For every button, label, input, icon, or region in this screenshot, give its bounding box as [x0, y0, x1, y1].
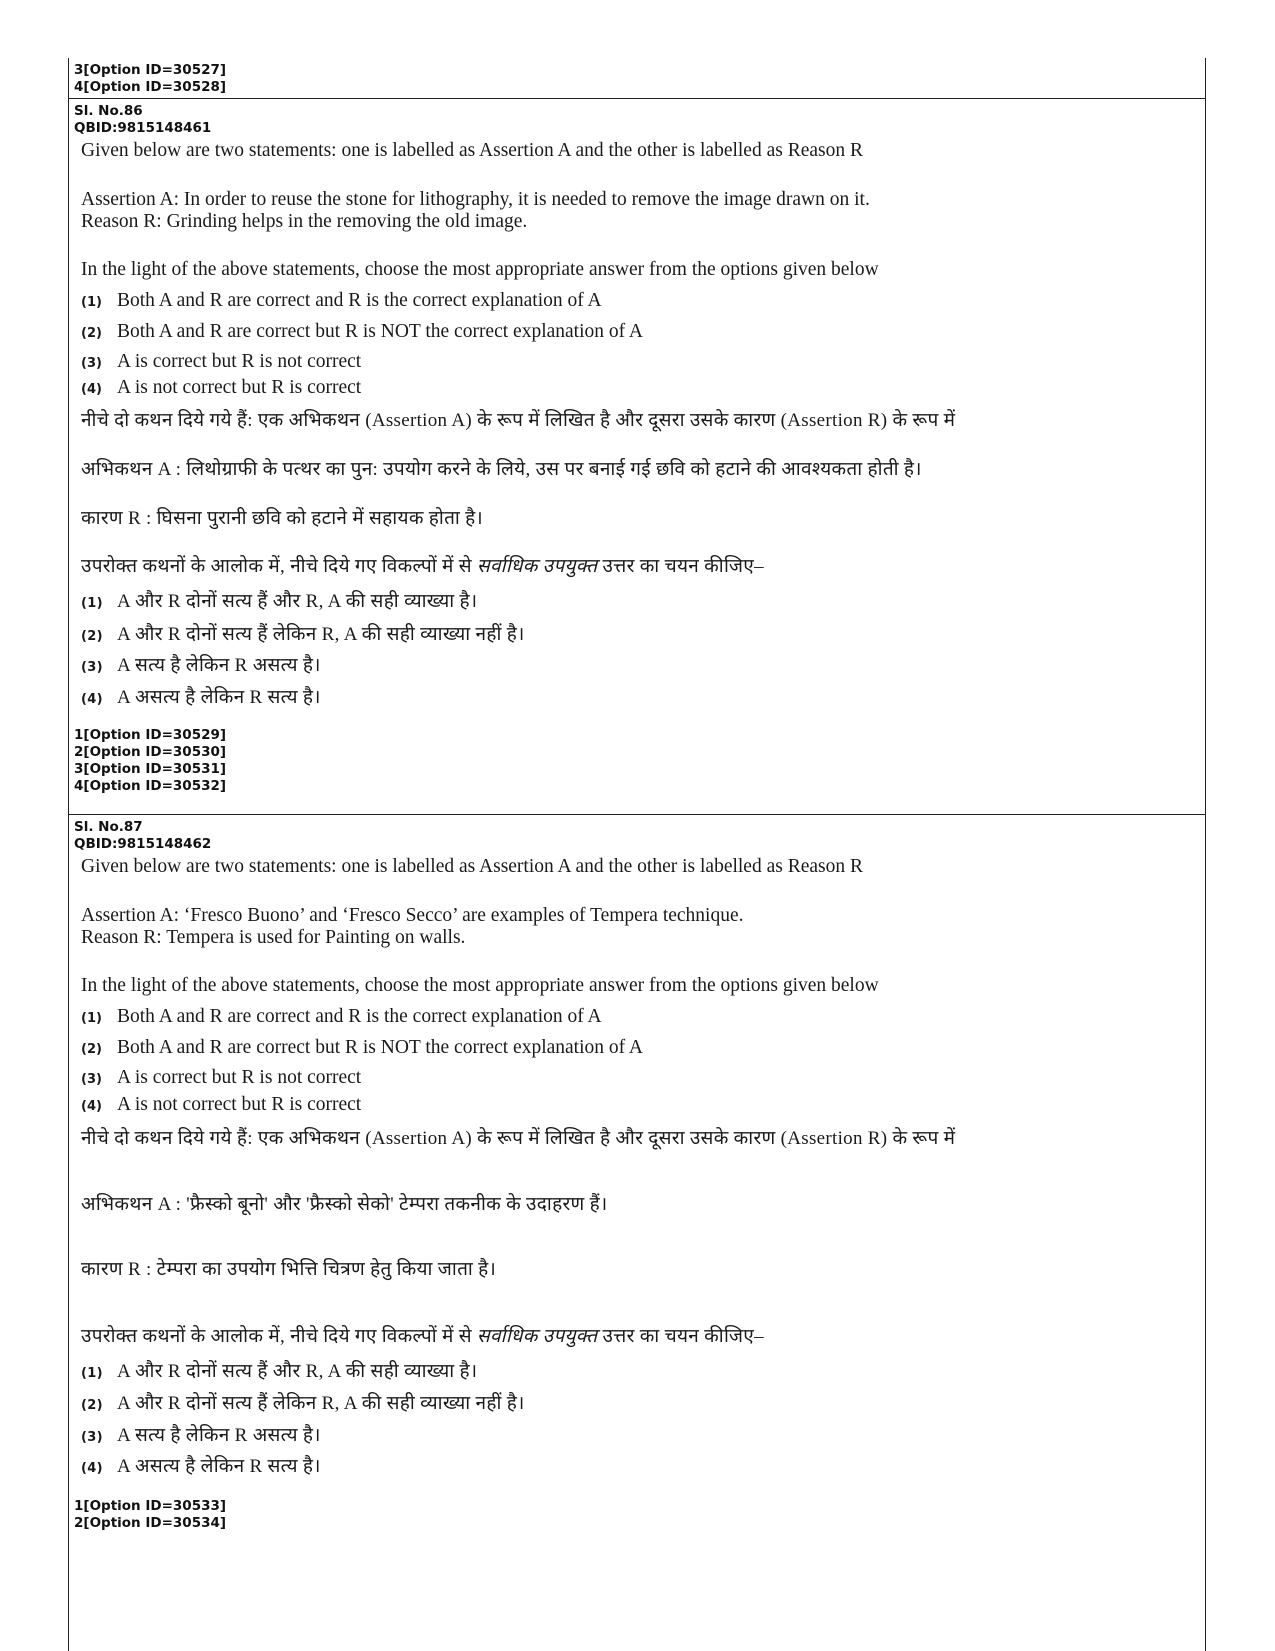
- q87-option-hi-2: (2) A और R दोनों सत्य हैं लेकिन R, A की सही व्याख्या नहीं है।: [81, 1393, 525, 1414]
- q87-instruction: In the light of the above statements, choose the most appropriate answer from the options given below: [81, 975, 879, 996]
- q87-reason: Reason R: Tempera is used for Painting on walls.: [81, 927, 466, 948]
- q86-assertion: Assertion A: In order to reuse the stone for lithography, it is needed to remove the image drawn on it.: [81, 189, 870, 210]
- option-id: 2[Option ID=30530]: [74, 744, 227, 760]
- q87-option-en-1: (1) Both A and R are correct and R is the correct explanation of A: [81, 1006, 602, 1027]
- option-id: 4[Option ID=30528]: [74, 79, 227, 95]
- q87-hindi-reason: कारण R : टेम्परा का उपयोग भित्ति चित्रण हेतु किया जाता है।: [81, 1259, 497, 1280]
- q86-hindi-intro: नीचे दो कथन दिये गये हैं: एक अभिकथन (Assertion A) के रूप में लिखित है और दूसरा उसके कारण (Assertion R) के रूप में: [81, 410, 956, 431]
- q86-hindi-instruction: उपरोक्त कथनों के आलोक में, नीचे दिये गए विकल्पों में से सर्वाधिक उपयुक्त उत्तर का चयन कीजिए–: [81, 556, 764, 577]
- q86-option-hi-2: (2) A और R दोनों सत्य हैं लेकिन R, A की सही व्याख्या नहीं है।: [81, 624, 525, 645]
- q86-hindi-reason: कारण R : घिसना पुरानी छवि को हटाने में सहायक होता है।: [81, 508, 484, 529]
- q86-instruction: In the light of the above statements, choose the most appropriate answer from the options given below: [81, 259, 879, 280]
- q87-option-hi-1: (1) A और R दोनों सत्य हैं और R, A की सही व्याख्या है।: [81, 1361, 478, 1382]
- q87-hindi-intro: नीचे दो कथन दिये गये हैं: एक अभिकथन (Assertion A) के रूप में लिखित है और दूसरा उसके कारण (Assertion R) के रूप में: [81, 1128, 956, 1149]
- option-id: 3[Option ID=30527]: [74, 62, 227, 78]
- serial-number: Sl. No.86: [74, 103, 143, 119]
- q86-option-en-1: (1) Both A and R are correct and R is the correct explanation of A: [81, 290, 602, 311]
- q87-hindi-assertion: अभिकथन A : 'फ्रैस्को बूनो' और 'फ्रैस्को सेको' टेम्परा तकनीक के उदाहरण हैं।: [81, 1194, 608, 1215]
- q87-assertion: Assertion A: ‘Fresco Buono’ and ‘Fresco Secco’ are examples of Tempera technique.: [81, 905, 744, 926]
- qbid: QBID:9815148462: [74, 836, 212, 852]
- top-option-ids: [74, 62, 226, 96]
- q86-header: [74, 103, 211, 137]
- q87-header: [74, 819, 211, 853]
- q86-hindi-assertion: अभिकथन A : लिथोग्राफी के पत्थर का पुन: उपयोग करने के लिये, उस पर बनाई गई छवि को हटाने की आवश्यकता होती है।: [81, 459, 922, 480]
- q87-option-hi-3: (3) A सत्य है लेकिन R असत्य है।: [81, 1425, 321, 1446]
- q86-option-en-4: (4) A is not correct but R is correct: [81, 377, 362, 398]
- q86-option-hi-4: (4) A असत्य है लेकिन R सत्य है।: [81, 687, 321, 708]
- q87-hindi-instruction: उपरोक्त कथनों के आलोक में, नीचे दिये गए विकल्पों में से सर्वाधिक उपयुक्त उत्तर का चयन कीजिए–: [81, 1326, 764, 1347]
- q86-option-ids: [74, 727, 226, 795]
- divider-86: [68, 98, 1206, 99]
- q87-option-ids: [74, 1498, 226, 1532]
- q86-option-hi-3: (3) A सत्य है लेकिन R असत्य है।: [81, 655, 321, 676]
- q86-intro: Given below are two statements: one is labelled as Assertion A and the other is labelled as Reason R: [81, 140, 863, 161]
- q87-option-en-2: (2) Both A and R are correct but R is NOT the correct explanation of A: [81, 1037, 644, 1058]
- q87-option-en-4: (4) A is not correct but R is correct: [81, 1094, 362, 1115]
- left-border: [68, 58, 69, 1651]
- divider-87: [68, 814, 1206, 815]
- option-id: 2[Option ID=30534]: [74, 1515, 227, 1531]
- q86-option-hi-1: (1) A और R दोनों सत्य हैं और R, A की सही व्याख्या है।: [81, 591, 478, 612]
- q87-intro: Given below are two statements: one is labelled as Assertion A and the other is labelled as Reason R: [81, 856, 863, 877]
- option-id: 4[Option ID=30532]: [74, 778, 227, 794]
- q86-option-en-3: (3) A is correct but R is not correct: [81, 351, 362, 372]
- q87-option-en-3: (3) A is correct but R is not correct: [81, 1067, 362, 1088]
- q86-reason: Reason R: Grinding helps in the removing the old image.: [81, 211, 528, 232]
- q87-option-hi-4: (4) A असत्य है लेकिन R सत्य है।: [81, 1456, 321, 1477]
- serial-number: Sl. No.87: [74, 819, 143, 835]
- qbid: QBID:9815148461: [74, 120, 212, 136]
- option-id: 1[Option ID=30533]: [74, 1498, 227, 1514]
- option-id: 1[Option ID=30529]: [74, 727, 227, 743]
- right-border: [1205, 58, 1206, 1651]
- q86-option-en-2: (2) Both A and R are correct but R is NOT the correct explanation of A: [81, 321, 644, 342]
- option-id: 3[Option ID=30531]: [74, 761, 227, 777]
